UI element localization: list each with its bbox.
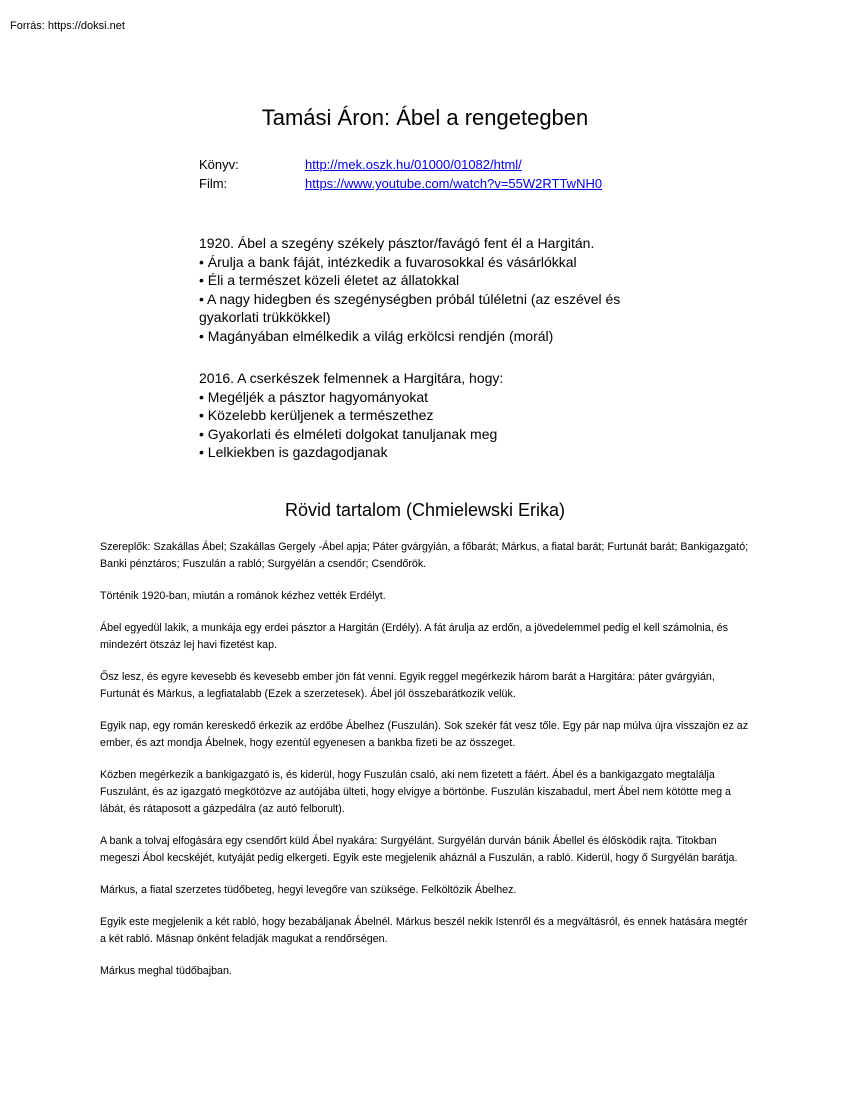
- block-2016-bullet: • Megéljék a pásztor hagyományokat: [199, 388, 429, 405]
- block-2016-bullet: • Közelebb kerüljenek a természethez: [199, 407, 434, 424]
- link-row-book: [199, 155, 602, 174]
- paragraph: Szereplők: Szakállas Ábel; Szakállas Gergely -Ábel apja; Páter gvárgyián, a főbarát; Márkus, a fiatal barát; Furtunát barát; Bankigazgató; Banki pénztáros; Fuszulán a rabló; Surgyélán a csendőr; Csendőrök.: [100, 541, 749, 570]
- block-1920-bullet: • Éli a természet közeli életet az állatokkal: [199, 272, 460, 289]
- block-1920-bullet: • Árulja a bank fáját, intézkedik a fuvarosokkal és vásárlókkal: [199, 253, 577, 270]
- block-1920-heading: 1920. Ábel a szegény székely pásztor/favágó fent él a Hargitán.: [199, 235, 595, 251]
- paragraph: Történik 1920-ban, miután a románok kézhez vették Erdélyt.: [100, 590, 386, 602]
- summary-1920-block: [199, 234, 639, 346]
- paragraph: Ősz lesz, és egyre kevesebb és kevesebb ember jön fát venni. Egyik reggel megérkezik három barát a Hargitára: páter gvárgyián, Furtunát és Márkus, a legfiatalabb (Ezek a szerzetesek). Ábel jól összebarátkozik velük.: [100, 671, 715, 700]
- block-2016-bullet: • Lelkiekben is gazdagodjanak: [199, 444, 388, 461]
- paragraph: Ábel egyedül lakik, a munkája egy erdei pásztor a Hargitán (Erdély). A fát árulja az erdőn, a jövedelemmel pedig el kell számolnia, és mindezért ötszáz lej havi fizetést kap.: [100, 622, 728, 651]
- source-note: Forrás: https://doksi.net: [10, 20, 125, 32]
- page-title: Tamási Áron: Ábel a rengetegben: [261, 105, 589, 130]
- link-row-film: [199, 174, 602, 193]
- block-2016-heading: 2016. A cserkészek felmennek a Hargitára, hogy:: [199, 370, 504, 386]
- paragraph: Közben megérkezik a bankigazgató is, és kiderül, hogy Fuszulán csaló, aki nem fizetett a fáért. Ábel és a bankigazgato megtalálja Fuszulánt, és az igazgató megkötözve az autójába ülteti, hogy elvigye a börtönbe. Fuszulán kiszabadul, mert Ábel nem kötötte meg a lábát, és rátaposott a gázpedálra (az autó felborult).: [100, 769, 731, 815]
- block-1920-bullet: • Magányában elmélkedik a világ erkölcsi rendjén (morál): [199, 327, 554, 344]
- paragraph: Egyik este megjelenik a két rabló, hogy bezabáljanak Ábelnél. Márkus beszél nekik Istenről és a megváltásról, és ennek hatására megtér a két rabló. Másnap önként feladják magukat a rendőrségen.: [100, 916, 748, 945]
- summary-2016-block: [199, 369, 639, 462]
- plot-summary: [100, 539, 752, 995]
- paragraph: Márkus meghal tüdőbajban.: [100, 965, 232, 977]
- book-link[interactable]: http://mek.oszk.hu/01000/01082/html/: [305, 157, 522, 172]
- paragraph: A bank a tolvaj elfogására egy csendőrt küld Ábel nyakára: Surgyélánt. Surgyélán durván bánik Ábellel és élősködik rajta. Titokban megeszi Ábol kecskéjét, kutyáját pedig elkergeti. Egyik este megjelenik aháznál a Fuszulán, a rabló. Kiderül, hogy ő Surgyélán barátja.: [100, 835, 738, 864]
- block-2016-bullet: • Gyakorlati és elméleti dolgokat tanuljanak meg: [199, 425, 498, 442]
- section-subtitle: Rövid tartalom (Chmielewski Erika): [284, 500, 566, 520]
- block-1920-bullet: • A nagy hidegben és szegénységben próbál túléletni (az eszével és gyakorlati trükkökkel): [199, 290, 621, 326]
- links-section: [199, 155, 602, 193]
- book-label: Könyv:: [199, 157, 239, 172]
- paragraph: Egyik nap, egy román kereskedő érkezik az erdőbe Ábelhez (Fuszulán). Sok szekér fát vesz tőle. Egy pár nap múlva újra visszajön ez az ember, és azt mondja Ábelnek, hogy ezentúl egyenesen a bankba fizeti be az összeget.: [100, 720, 749, 749]
- paragraph: Márkus, a fiatal szerzetes tüdőbeteg, hegyi levegőre van szüksége. Felköltözik Ábelhez.: [100, 884, 517, 896]
- film-label: Film:: [199, 176, 228, 191]
- film-link[interactable]: https://www.youtube.com/watch?v=55W2RTTwNH0: [305, 176, 603, 191]
